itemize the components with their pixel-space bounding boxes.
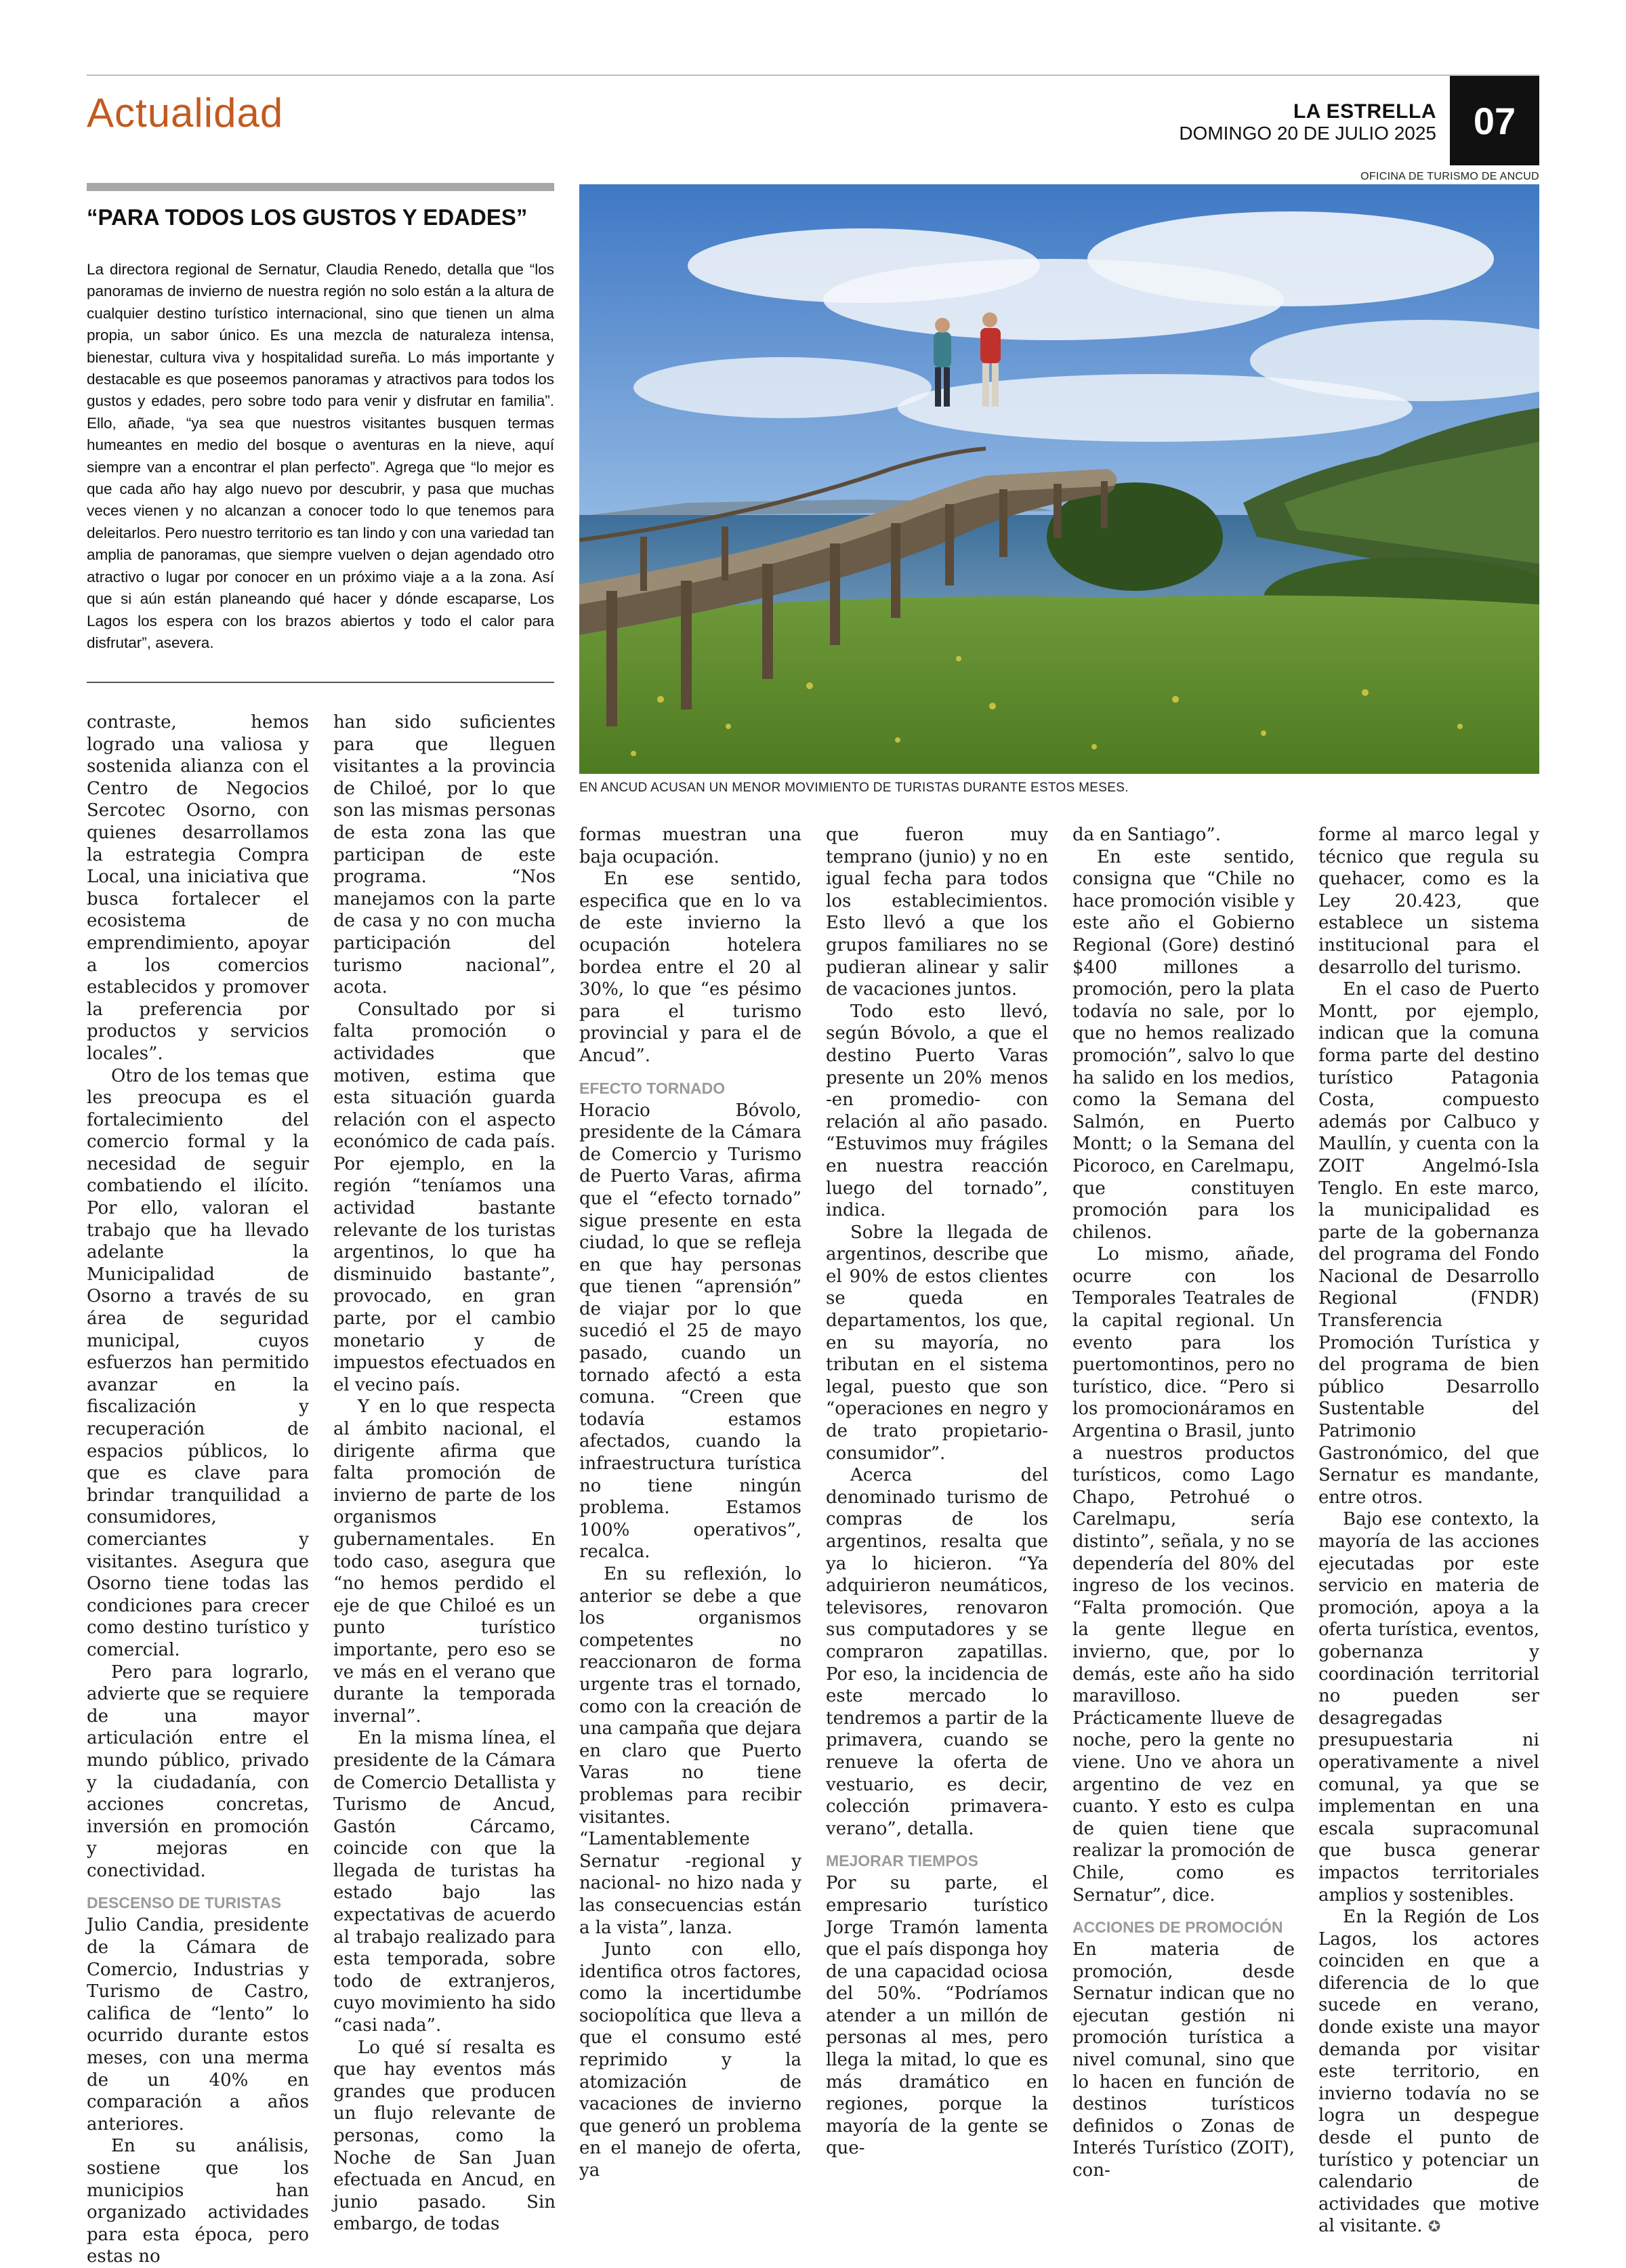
- paragraph: Acerca del denominado turismo de compras de los argentinos, resalta que ya lo hicieron. “Ya adquirieron neumáticos, televisores, renovaron sus computadores y se compraron zapatillas. Por eso, la incidencia de este mercado lo tendremos a partir de la primavera, cuando se renueve la oferta de vestuario, es decir, colección primavera-verano”, detalla.: [826, 1465, 1048, 1839]
- paragraph: Y en lo que respecta al ámbito nacional, el dirigente afirma que falta promoción de invierno de parte de los organismos gubernamentales. En todo caso, asegura que “no hemos perdido el eje de que Chiloé es un punto turístico importante, pero eso se ve más en el verano que durante la temporada invernal”.: [333, 1397, 556, 1727]
- end-mark-icon: ✪: [1427, 2219, 1441, 2236]
- sidebar-bottom-rule: [87, 682, 554, 683]
- paragraph: En ese sentido, especifica que en lo va de este invierno la ocupación hotelera bordea entre el 20 al 30%, lo que “es pésimo para el turismo provincial y para el de Ancud”.: [579, 869, 801, 1066]
- photo-caption: EN ANCUD ACUSAN UN MENOR MOVIMIENTO DE TURISTAS DURANTE ESTOS MESES.: [579, 781, 1129, 795]
- paragraph: contraste, hemos logrado una valiosa y sostenida alianza con el Centro de Negocios Sercotec Osorno, con quienes desarrollamos la estrategia Compra Local, una iniciativa que busca fortalecer el ecosistema de emprendimiento, apoyar a los comercios establecidos y promover la preferencia por productos y servicios locales”.: [87, 712, 309, 1064]
- paragraph: han sido suficientes para que lleguen visitantes a la provincia de Chiloé, por lo que son las mismas personas de esta zona las que participan de este programa. “Nos manejamos con la parte de casa y no con mucha participación del turismo nacional”, acota.: [333, 712, 556, 998]
- subheading: DESCENSO DE TURISTAS: [87, 1894, 282, 1912]
- page-number: 07: [1450, 76, 1539, 165]
- article-column-2: [333, 712, 556, 2235]
- paragraph: En su reflexión, lo anterior se debe a que los organismos competentes no reaccionaron de forma urgente tras el tornado, como con la creación de una campaña que dejara en claro que Puerto Varas no tiene problemas para recibir visitantes. “Lamentablemente Sernatur -regional y nacional- no hizo nada y las consecuencias están a la vista”, lanza.: [579, 1564, 801, 1938]
- article-column-1: [87, 712, 309, 2268]
- subheading: ACCIONES DE PROMOCIÓN: [1072, 1918, 1283, 1937]
- paragraph: da en Santiago”.: [1072, 825, 1221, 845]
- paragraph: que fueron muy temprano (junio) y no en igual fecha para todos los establecimientos. Esto llevó a que los grupos familiares no se pudieran alinear y salir de vacaciones juntos.: [826, 825, 1048, 1000]
- paragraph: Sobre la llegada de argentinos, describe que el 90% de estos clientes se queda en departamentos, los que, en su mayoría, no tributan en el sistema legal, puesto que son “operaciones en negro y de trato propietario-consumidor”.: [826, 1222, 1048, 1464]
- paragraph: formas muestran una baja ocupación.: [579, 825, 801, 867]
- subheading: EFECTO TORNADO: [579, 1079, 726, 1097]
- section-title: Actualidad: [87, 90, 284, 136]
- issue-date: DOMINGO 20 DE JULIO 2025: [1179, 123, 1436, 144]
- sidebar-headline: “PARA TODOS LOS GUSTOS Y EDADES”: [87, 205, 528, 230]
- article-photo: [579, 184, 1539, 774]
- paragraph: Bajo ese contexto, la mayoría de las acciones ejecutadas por este servicio en materia de promoción, apoya a la oferta turística, eventos, gobernanza y coordinación territorial no pueden ser desagregadas presupuestaria ni operativamente a nivel comunal, ya que se implementan en una escala supracomunal que busca generar impactos territoriales amplios y sostenibles.: [1318, 1509, 1539, 1905]
- subheading: MEJORAR TIEMPOS: [826, 1852, 978, 1870]
- sidebar-top-bar: [87, 183, 554, 191]
- paragraph: Julio Candia, presidente de la Cámara de Comercio, Industrias y Turismo de Castro, califica de “lento” lo ocurrido durante estos meses, con una merma de un 40% en comparación a años anteriores.: [87, 1915, 309, 2135]
- sidebar-text: La directora regional de Sernatur, Claudia Renedo, detalla que “los panoramas de invierno de nuestra región no solo están a la altura de cualquier destino turístico internacional, sino que tienen un alma propia, un sabor único. Es una mezcla de naturaleza intensa, bienestar, cultura viva y hospitalidad sureña. Lo más importante y destacable es que poseemos panoramas y atractivos para todos los gustos y edades, pero sobre todo para venir y disfrutar en familia”. Ello, añade, “ya sea que nuestros visitantes busquen termas humeantes en medio del bosque o aventuras en la nieve, aquí siempre van a encontrar el plan perfecto”. Agrega que “lo mejor es que cada año hay algo nuevo por descubrir, y pasa que muchas veces vienen y no alcanzan a conocer todo lo que tenemos para deleitarlos. Pero nuestro territorio es tan lindo y con una variedad tan amplia de panoramas, que siempre vuelven o dejan agendado otro atractivo o lugar por conocer en un próximo viaje a a la zona. Así que si aún están planeando qué hacer y dónde escaparse, Los Lagos los espera con los brazos abiertos y todo el calor para disfrutar”, asevera.: [87, 261, 554, 651]
- paragraph: Horacio Bóvolo, presidente de la Cámara de Comercio y Turismo de Puerto Varas, afirma que el “efecto tornado” sigue presente en esta ciudad, lo que se refleja en que hay personas que tienen “aprensión” de viajar por lo que sucedió el 25 de mayo pasado, cuando un tornado afectó a esta comuna. “Creen que todavía estamos afectados, cuando la infraestructura turística no tiene ningún problema. Estamos 100% operativos”, recalca.: [579, 1100, 801, 1563]
- masthead: [1179, 102, 1436, 145]
- top-rule: [87, 75, 1539, 76]
- paragraph: En la misma línea, el presidente de la Cámara de Comercio Detallista y Turismo de Ancud, Gastón Cárcamo, coincide con que la llegada de turistas ha estado bajo las expectativas de acuerdo al trabajo realizado para esta temporada, sobre todo de extranjeros, cuyo movimiento ha sido “casi nada”.: [333, 1728, 556, 2036]
- article-column-5: [1072, 824, 1295, 2182]
- article-column-4: [826, 824, 1048, 2160]
- paragraph: forme al marco legal y técnico que regula su quehacer, como es la Ley 20.423, que establece un sistema institucional para el desarrollo del turismo.: [1318, 825, 1539, 978]
- paragraph: [1318, 1906, 1539, 2239]
- paragraph: En materia de promoción, desde Sernatur indican que no ejecutan gestión ni promoción turística a nivel comunal, sino que lo hacen en función de destinos turísticos definidos o Zonas de Interés Turístico (ZOIT), con-: [1072, 1939, 1295, 2181]
- paragraph: Lo mismo, añade, ocurre con los Temporales Teatrales de la capital regional. Un evento para los puertomontinos, pero no turístico, dice. “Pero si los promocionáramos en Argentina o Brasil, junto a nuestros productos turísticos, como Lago Chapo, Petrohué o Carelmapu, sería distinto”, señala, y no se dependería del 80% del ingreso de los vecinos. “Falta promoción. Que la gente llegue en invierno, que, por lo demás, este año ha sido maravilloso. Prácticamente llueve de noche, pero la gente no viene. Uno ve ahora un argentino de vez en cuanto. Y esto es culpa de quien tiene que realizar la promoción de Chile, como es Sernatur”, dice.: [1072, 1244, 1295, 1905]
- paragraph: Lo qué sí resalta es que hay eventos más grandes que producen un flujo relevante de personas, como la Noche de San Juan efectuada en Ancud, en junio pasado. Sin embargo, de todas: [333, 2037, 556, 2235]
- paragraph: Por su parte, el empresario turístico Jorge Tramón lamenta que el país disponga hoy de una capacidad ociosa del 50%. “Podríamos atender a un millón de personas al mes, pero llega la mitad, lo que es más dramático en regiones, porque la mayoría de la gente se que-: [826, 1873, 1048, 2159]
- paragraph: En este sentido, consigna que “Chile no hace promoción visible y este año el Gobierno Regional (Gore) destinó $400 millones a promoción, pero la plata todavía no sale, por lo que no hemos realizado promoción”, salvo lo que ha salido en los medios, como la Semana del Salmón, en Puerto Montt; o la Semana del Picoroco, en Carelmapu, que constituyen promoción para los chilenos.: [1072, 846, 1295, 1243]
- paragraph: En su análisis, sostiene que los municipios han organizado actividades para esta época, pero estas no: [87, 2136, 309, 2267]
- paragraph: Consultado por si falta promoción o actividades que motiven, estima que esta situación guarda relación con el aspecto económico de cada país. Por ejemplo, en la región “teníamos una actividad bastante relevante de los turistas argentinos, lo que ha disminuido bastante”, provocado, en gran parte, por el cambio monetario y de impuestos efectuados en el vecino país.: [333, 999, 556, 1395]
- photo-credit: OFICINA DE TURISMO DE ANCUD: [1360, 171, 1539, 182]
- paragraph: En el caso de Puerto Montt, por ejemplo, indican que la comuna forma parte del destino turístico Patagonia Costa, compuesto además por Calbuco y Maullín, y cuenta con la ZOIT Angelmó-Isla Tenglo. En este marco, la municipalidad es parte de la gobernanza del programa del Fondo Nacional de Desarrollo Regional (FNDR) Transferencia Promoción Turística y del programa de bien público Desarrollo Sustentable del Patrimonio Gastronómico, del que Sernatur es mandante, entre otros.: [1318, 979, 1539, 1508]
- paragraph: Pero para lograrlo, advierte que se requiere de una mayor articulación entre el mundo público, privado y la ciudadanía, con acciones concretas, inversión en promoción y mejoras en conectividad.: [87, 1662, 309, 1881]
- paragraph: Otro de los temas que les preocupa es el fortalecimiento del comercio formal y la necesidad de seguir combatiendo el ilícito. Por ello, valoran el trabajo que ha llevado adelante la Municipalidad de Osorno a través de su área de seguridad municipal, cuyos esfuerzos han permitido avanzar en la fiscalización y recuperación de espacios públicos, lo que es clave para brindar tranquilidad a consumidores, comerciantes y visitantes. Asegura que Osorno tiene todas las condiciones para crecer como destino turístico y comercial.: [87, 1065, 309, 1660]
- paragraph-text: En la Región de Los Lagos, los actores coinciden en que a diferencia de lo que sucede en verano, donde existe una mayor demanda por visitar este territorio, en invierno todavía no se logra un despegue desde el punto de turístico y potenciar un calendario de actividades que motive al visitante.: [1318, 1907, 1539, 2237]
- article-column-6: [1318, 824, 1539, 2239]
- paragraph: Todo esto llevó, según Bóvolo, a que el destino Puerto Varas presente un 20% menos -en promedio- con relación al año pasado. “Estuvimos muy frágiles en nuestra reacción luego del tornado”, indica.: [826, 1001, 1048, 1221]
- paragraph: Junto con ello, identifica otros factores, como la incertidumbe sociopolítica que lleva a que el consumo esté reprimido y la atomización de vacaciones de invierno que generó un problema en el manejo de oferta, ya: [579, 1939, 801, 2181]
- article-column-3: [579, 824, 801, 2182]
- newspaper-name: LA ESTRELLA: [1293, 100, 1436, 123]
